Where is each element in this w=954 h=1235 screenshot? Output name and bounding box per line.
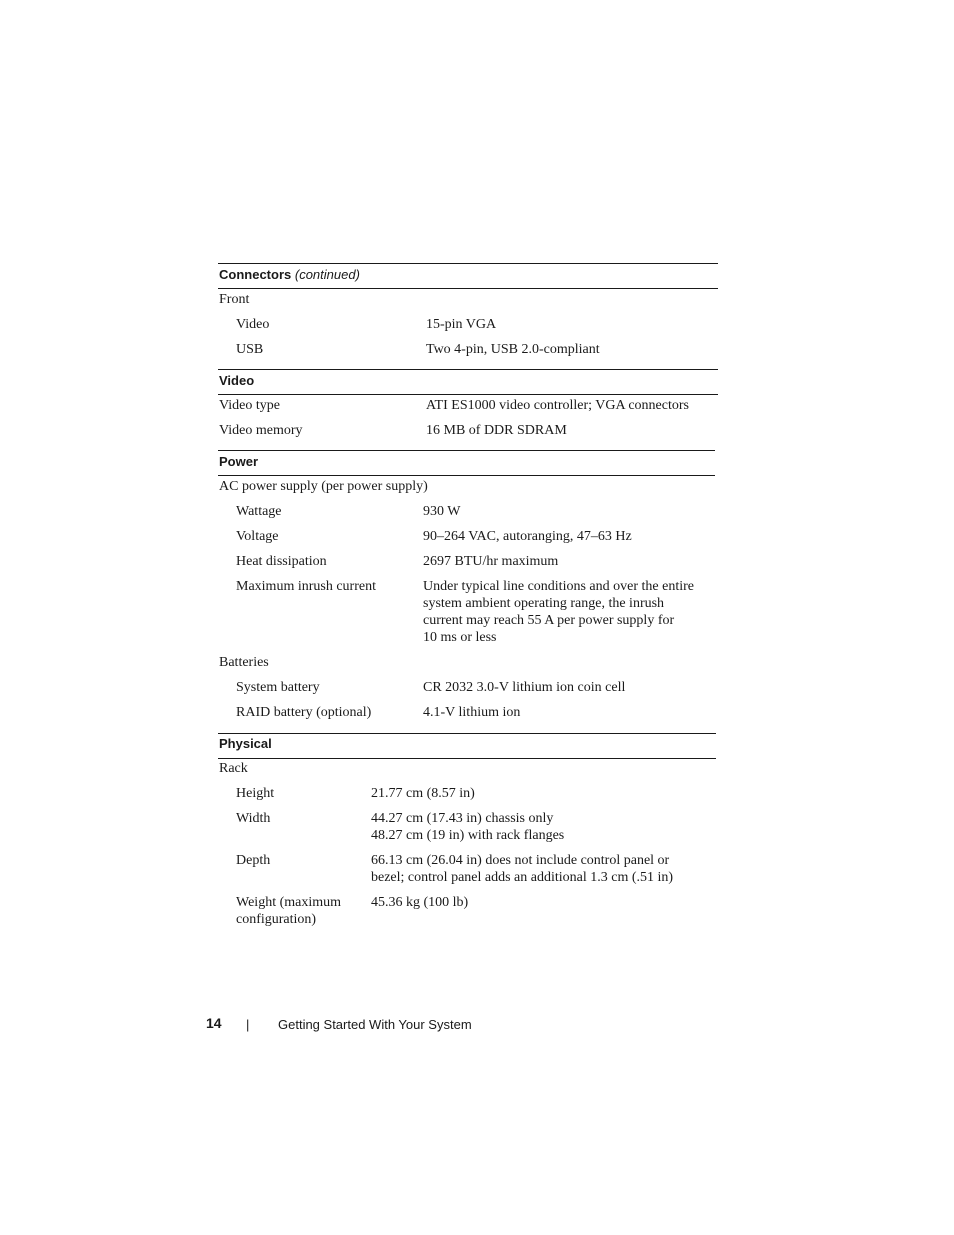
subsection-label-ac-power: AC power supply (per power supply)	[219, 479, 428, 494]
section-rule	[218, 450, 715, 451]
spec-label: Video memory	[219, 423, 303, 438]
spec-label: Voltage	[236, 529, 279, 544]
subsection-label-front: Front	[219, 292, 250, 307]
spec-label: USB	[236, 342, 264, 357]
spec-value: 930 W	[423, 504, 461, 519]
spec-value: ATI ES1000 video controller; VGA connectors	[426, 398, 689, 413]
spec-value: 15-pin VGA	[426, 317, 497, 332]
section-rule	[218, 394, 718, 395]
footer-title: Getting Started With Your System	[278, 1017, 472, 1032]
spec-value: 21.77 cm (8.57 in)	[371, 786, 475, 801]
subsection-label-batteries: Batteries	[219, 655, 269, 670]
spec-label: Video	[236, 317, 270, 332]
section-heading-connectors: Connectors (continued)	[219, 267, 360, 282]
spec-value-line: 48.27 cm (19 in) with rack flanges	[371, 828, 565, 843]
section-rule	[218, 758, 716, 759]
spec-label-line: Weight (maximum	[236, 895, 342, 910]
spec-label: Depth	[236, 853, 271, 868]
section-rule	[218, 369, 718, 370]
footer-separator: |	[246, 1017, 250, 1032]
subsection-label-rack: Rack	[219, 761, 248, 776]
spec-value: 45.36 kg (100 lb)	[371, 895, 469, 910]
table-top-rule	[218, 263, 718, 264]
spec-value-line: bezel; control panel adds an additional 1.3 cm (.51 in)	[371, 870, 674, 885]
spec-label: RAID battery (optional)	[236, 705, 372, 720]
spec-value-line: 10 ms or less	[423, 630, 497, 645]
spec-value: 90–264 VAC, autoranging, 47–63 Hz	[423, 529, 632, 544]
spec-label: Wattage	[236, 504, 282, 519]
spec-value: 2697 BTU/hr maximum	[423, 554, 559, 569]
spec-label: Width	[236, 811, 271, 826]
spec-value: CR 2032 3.0-V lithium ion coin cell	[423, 680, 626, 695]
spec-value: 16 MB of DDR SDRAM	[426, 423, 567, 438]
spec-label: Height	[236, 786, 275, 801]
page-number: 14	[206, 1015, 222, 1031]
section-heading-video: Video	[219, 373, 255, 388]
spec-label: Heat dissipation	[236, 554, 327, 569]
spec-value-line: 44.27 cm (17.43 in) chassis only	[371, 811, 554, 826]
spec-value-line: current may reach 55 A per power supply for	[423, 613, 675, 628]
spec-value-line: system ambient operating range, the inrush	[423, 596, 665, 611]
spec-label: System battery	[236, 680, 320, 695]
spec-value: Two 4-pin, USB 2.0-compliant	[426, 342, 600, 357]
spec-label: Video type	[219, 398, 280, 413]
section-rule	[218, 475, 715, 476]
spec-value-line: 66.13 cm (26.04 in) does not include control panel or	[371, 853, 670, 868]
continued-note: (continued)	[294, 267, 360, 282]
section-rule	[218, 288, 718, 289]
spec-value: 4.1-V lithium ion	[423, 705, 521, 720]
spec-label: Maximum inrush current	[236, 579, 376, 594]
spec-label-line: configuration)	[236, 912, 317, 927]
spec-value-line: Under typical line conditions and over the entire	[423, 579, 694, 594]
section-rule	[218, 733, 716, 734]
section-heading-power: Power	[219, 454, 259, 469]
section-heading-physical: Physical	[219, 736, 272, 751]
